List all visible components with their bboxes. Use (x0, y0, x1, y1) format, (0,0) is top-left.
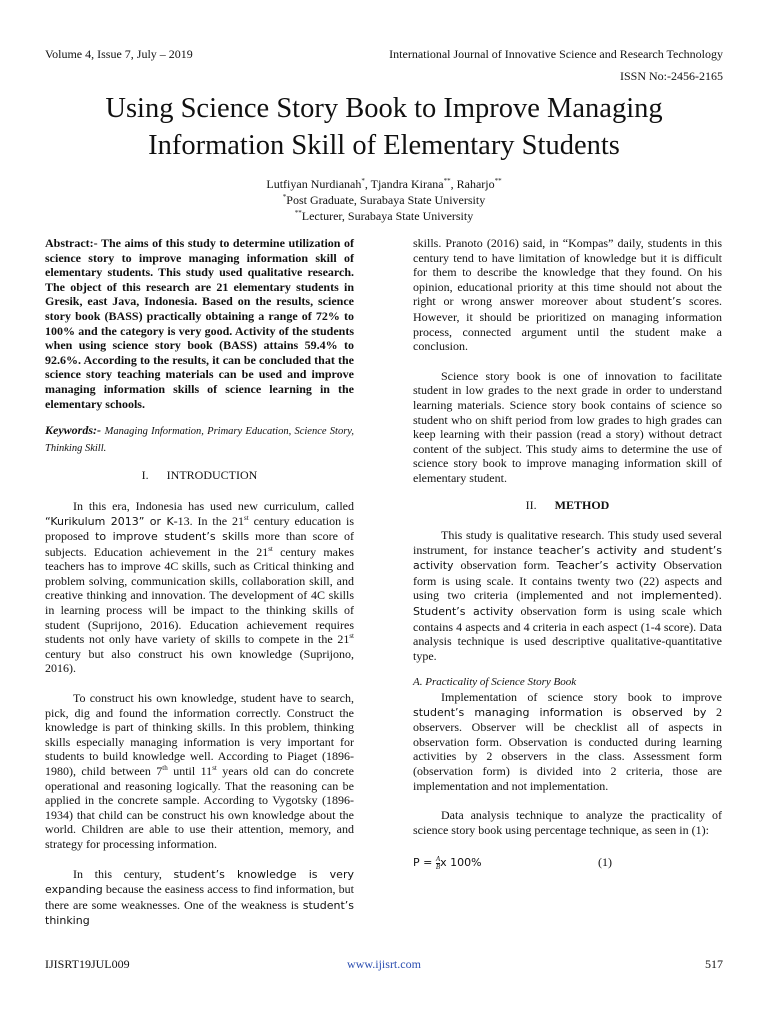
section-method-heading: II. METHOD (525, 497, 610, 512)
right-paragraph-1: skills. Pranoto (2016) said, in “Kompas” daily, students in this century tend to have limitation of knowledge but it is difficult for them to describe the knowledge that they found. On his opinion, educational priority at this time should not about the right or wrong answer moreover about student’s scores. However, it should be prioritized on managing information process, connected argument until the student make a conclusion. (413, 236, 722, 354)
equation-fraction: $\frac{A}{B}$ (435, 855, 441, 872)
footer-website-link[interactable]: www.ijisrt.com (347, 957, 421, 971)
header-volume: Volume 4, Issue 7, July – 2019 (45, 47, 193, 61)
affiliation-2: **Lecturer, Surabaya State University (294, 209, 474, 223)
header-issn: ISSN No:-2456-2165 (619, 69, 723, 83)
author-2-mark: ** (443, 177, 451, 185)
method-paragraph-1: This study is qualitative research. This study used several instrument, for instance teacher’s activity and student’s activity observation form. Teacher’s activity Observation form is using scale. It contains twenty two (22) aspects and using two criteria (implemented and not implemented). Student’s activity observation form is using scale which contains 4 aspects and 4 criteria in each aspect (1-4 score). Data analysis technique is used descriptive qualitative-quantitative type. (413, 528, 723, 663)
keywords-label: Keywords:- (45, 423, 101, 438)
footer-paper-id: IJISRT19JUL009 (45, 957, 130, 971)
method-paragraph-3: Data analysis technique to analyze the practicality of science story book using percentage technique, as seen in (1): (413, 808, 722, 837)
equation-formula: P = $\frac{A}{B}$ x 100% (413, 855, 482, 872)
affiliation-1: *Post Graduate, Surabaya State University (282, 193, 486, 207)
author-3: , Raharjo (450, 177, 495, 191)
author-line (0, 176, 768, 192)
equation-label: (1) (598, 855, 612, 870)
authors-block (0, 176, 768, 224)
author-2: , Tjandra Kirana (364, 177, 444, 191)
right-paragraph-2: Science story book is one of innovation to facilitate student in low grades to the next grade in order to understand learning materials. Science story book contains of science so student who on shift period from low grades to high grades can keep learning with their passion (read a story) without detract content of the subject. This study aims to determine the use of science story book to improve managing information skill of elementary student. (413, 368, 722, 485)
intro-paragraph-2: To construct his own knowledge, student have to search, pick, dig and found the information correctly. Construct the knowledge is part of thinking skills. In this problem, thinking skills especially managing information is very important for students to build knowledge well. According to Piaget (1896-1980), child between 7th until 11st years old can do concrete operational and reasoning logically. That the reasoning can be applied in the concrete sample. According to Vygotsky (1896-1934) that child can be construct his own knowledge about the world. Children are able to use their attention, memory, and strategy for processing information. (45, 691, 354, 851)
intro-paragraph-3: In this century, student’s knowledge is very expanding because the easiness access to find information, but there are some weaknesses. One of the weakness is student’s thinking (45, 866, 354, 928)
header-journal: International Journal of Innovative Science and Research Technology (389, 47, 723, 61)
equation-1 (413, 855, 722, 871)
author-3-mark: ** (494, 177, 502, 185)
keywords (45, 423, 354, 456)
author-1-mark: * (361, 177, 365, 185)
left-column (45, 236, 354, 929)
keywords-text: Managing Information, Primary Education, Science Story, Thinking Skill. (45, 426, 355, 454)
subsection-practicality-heading: A. Practicality of Science Story Book (413, 676, 577, 689)
right-column (413, 236, 722, 871)
section-introduction-heading: I. INTRODUCTION (141, 468, 258, 483)
intro-paragraph-1: In this era, Indonesia has used new curriculum, called “Kurikulum 2013” or K-13. In the 21st century education is proposed to improve student’s skills more than score of subjects. Education achievement in the 21st century makes teachers has to improve 4C skills, such as Critical thinking and problem solving, communication skills, collaboration skill, and creative thinking and innovation. The development of 4C skills in learning process will be impact to the thinking skills of student (Suprijono, 2016). Education achievement requires students not only have variety of skills to compete in the 21st century but also construct his own knowledge (Suprijono, 2016). (45, 498, 354, 676)
paper-title: Using Science Story Book to Improve Managing Information Skill of Elementary Students (105, 93, 663, 161)
method-paragraph-2: Implementation of science story book to improve student’s managing information is observed by 2 observers. Observer will be checklist all of aspects in observation form. Observation is conducted during learning activities by 2 observers in the class. Assessment form (observation form) is divided into 2 criteria, those are implementation and not implementation. (413, 690, 723, 793)
author-1: Lutfiyan Nurdianah (266, 177, 362, 191)
footer-page-number: 517 (705, 957, 723, 971)
abstract: Abstract:- The aims of this study to determine utilization of science story to improve managing information skill of elementary students. This study used qualitative research. The object of this research are 21 elementary students in Gresik, east Java, Indonesia. Based on the results, science story book (BASS) practically obtaining a range of 72% to 100% and the category is very good. Activity of the students when using science story book (BASS) attains 59.4% to 92.6%. According to the results, it can be concluded that the science story teaching materials can be used and improve managing information skills of science learning in the elementary schools. (45, 236, 354, 411)
